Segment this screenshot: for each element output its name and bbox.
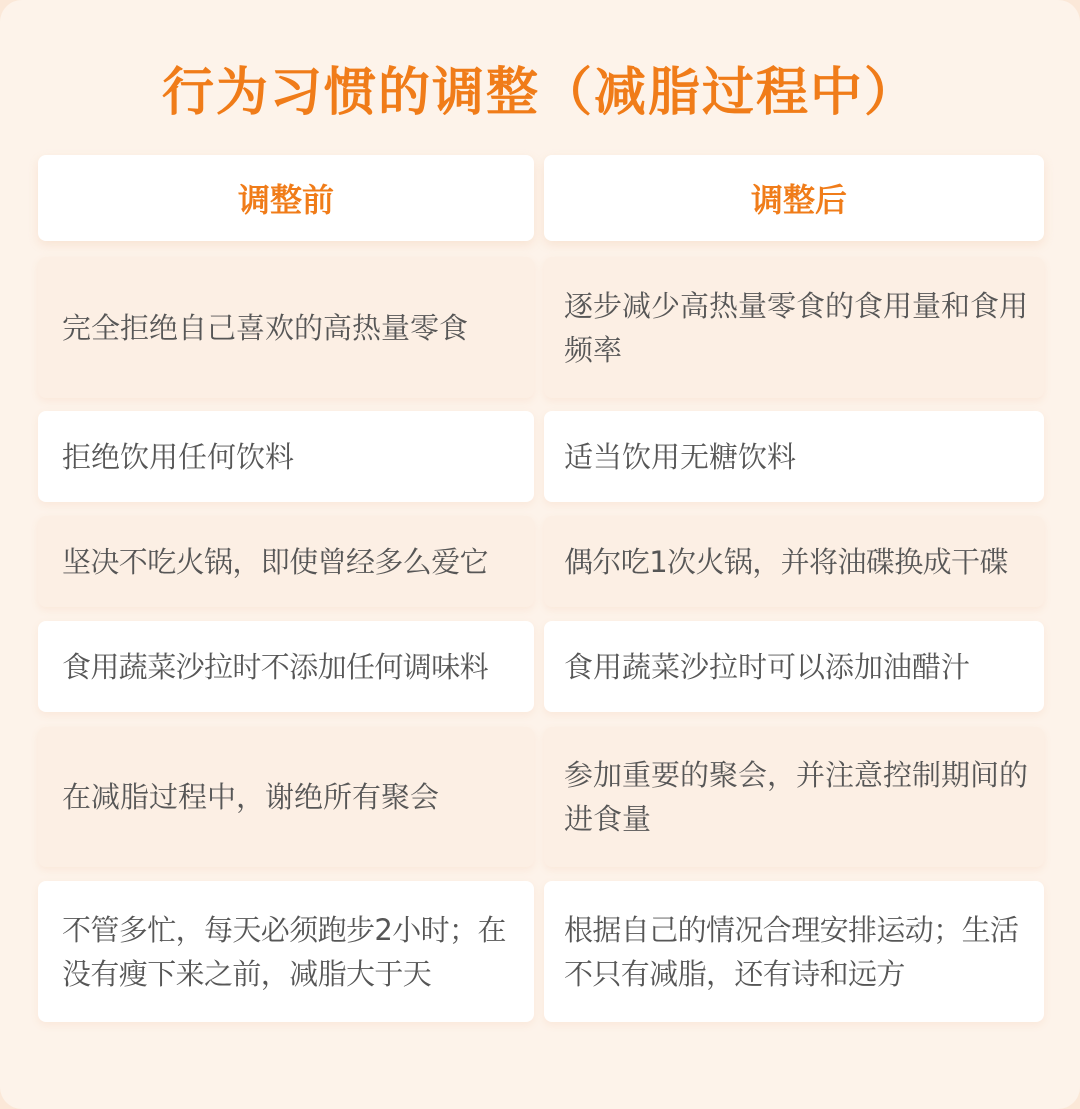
table-cell-after: 参加重要的聚会，并注意控制期间的进食量 [544, 727, 1044, 867]
table-cell-before: 在减脂过程中，谢绝所有聚会 [38, 727, 534, 867]
column-header-after: 调整后 [544, 155, 1044, 241]
page-title: 行为习惯的调整（减脂过程中） [161, 63, 918, 123]
table-cell-before: 不管多忙，每天必须跑步2小时；在没有瘦下来之前，减脂大于天 [38, 881, 534, 1022]
table-cell-after: 偶尔吃1次火锅，并将油碟换成干碟 [544, 516, 1044, 607]
table-cell-before: 坚决不吃火锅，即使曾经多么爱它 [38, 516, 534, 607]
table-cell-after: 食用蔬菜沙拉时可以添加油醋汁 [544, 621, 1044, 712]
table-cell-after: 逐步减少高热量零食的食用量和食用频率 [544, 257, 1044, 398]
table-cell-before: 拒绝饮用任何饮料 [38, 411, 534, 502]
table-cell-after: 适当饮用无糖饮料 [544, 411, 1044, 502]
column-header-before: 调整前 [38, 155, 534, 241]
table-cell-before: 完全拒绝自己喜欢的高热量零食 [38, 257, 534, 398]
table-cell-before: 食用蔬菜沙拉时不添加任何调味料 [38, 621, 534, 712]
table-cell-after: 根据自己的情况合理安排运动；生活不只有减脂，还有诗和远方 [544, 881, 1044, 1022]
